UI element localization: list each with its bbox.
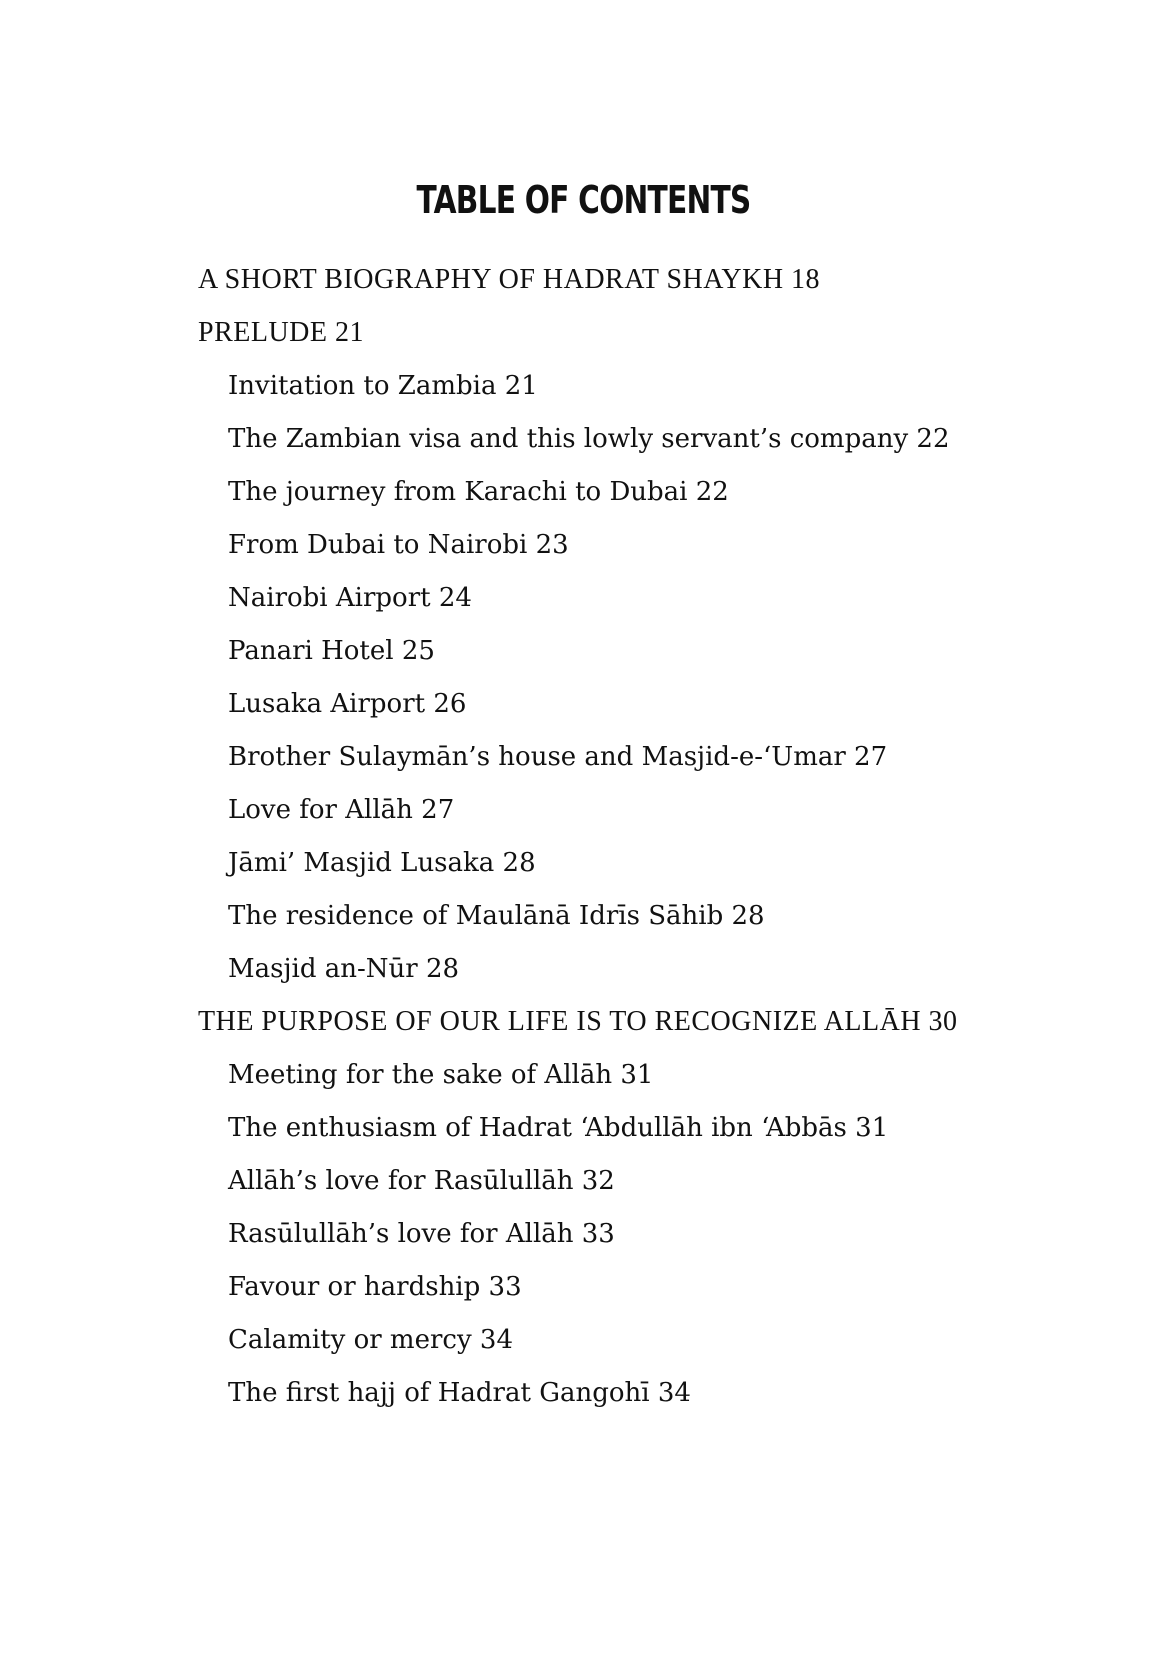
toc-entry: Lusaka Airport 26	[228, 689, 467, 719]
toc-list	[198, 262, 1006, 1428]
toc-entry: Panari Hotel 25	[228, 636, 435, 666]
toc-entry: The enthusiasm of Hadrat ‘Abdullāh ibn ‘Abbās 31	[228, 1113, 889, 1143]
toc-entry: Calamity or mercy 34	[228, 1325, 513, 1355]
toc-entry: The first hajj of Hadrat Gangohī 34	[228, 1378, 691, 1408]
toc-entry: PRELUDE 21	[198, 317, 364, 348]
toc-entry: The journey from Karachi to Dubai 22	[228, 477, 729, 507]
toc-entry: The Zambian visa and this lowly servant’s company 22	[228, 424, 950, 454]
toc-entry: Masjid an-Nūr 28	[228, 954, 460, 984]
toc-entry: Love for Allāh 27	[228, 795, 455, 825]
toc-entry: The residence of Maulānā Idrīs Sāhib 28	[228, 901, 765, 931]
toc-entry: Brother Sulaymān’s house and Masjid-e-‘Umar 27	[228, 742, 888, 772]
toc-entry: Rasūlullāh’s love for Allāh 33	[228, 1219, 615, 1249]
toc-entry: Meeting for the sake of Allāh 31	[228, 1060, 654, 1090]
page-title: TABLE OF CONTENTS	[416, 178, 751, 222]
toc-entry: Invitation to Zambia 21	[228, 371, 538, 401]
toc-entry: Allāh’s love for Rasūlullāh 32	[228, 1166, 615, 1196]
toc-entry: A SHORT BIOGRAPHY OF HADRAT SHAYKH 18	[198, 264, 821, 295]
toc-entry: Jāmi’ Masjid Lusaka 28	[228, 848, 536, 878]
toc-entry: THE PURPOSE OF OUR LIFE IS TO RECOGNIZE ALLĀH 30	[198, 1006, 958, 1037]
toc-entry: Favour or hardship 33	[228, 1272, 522, 1302]
toc-entry: From Dubai to Nairobi 23	[228, 530, 569, 560]
toc-entry: Nairobi Airport 24	[228, 583, 472, 613]
